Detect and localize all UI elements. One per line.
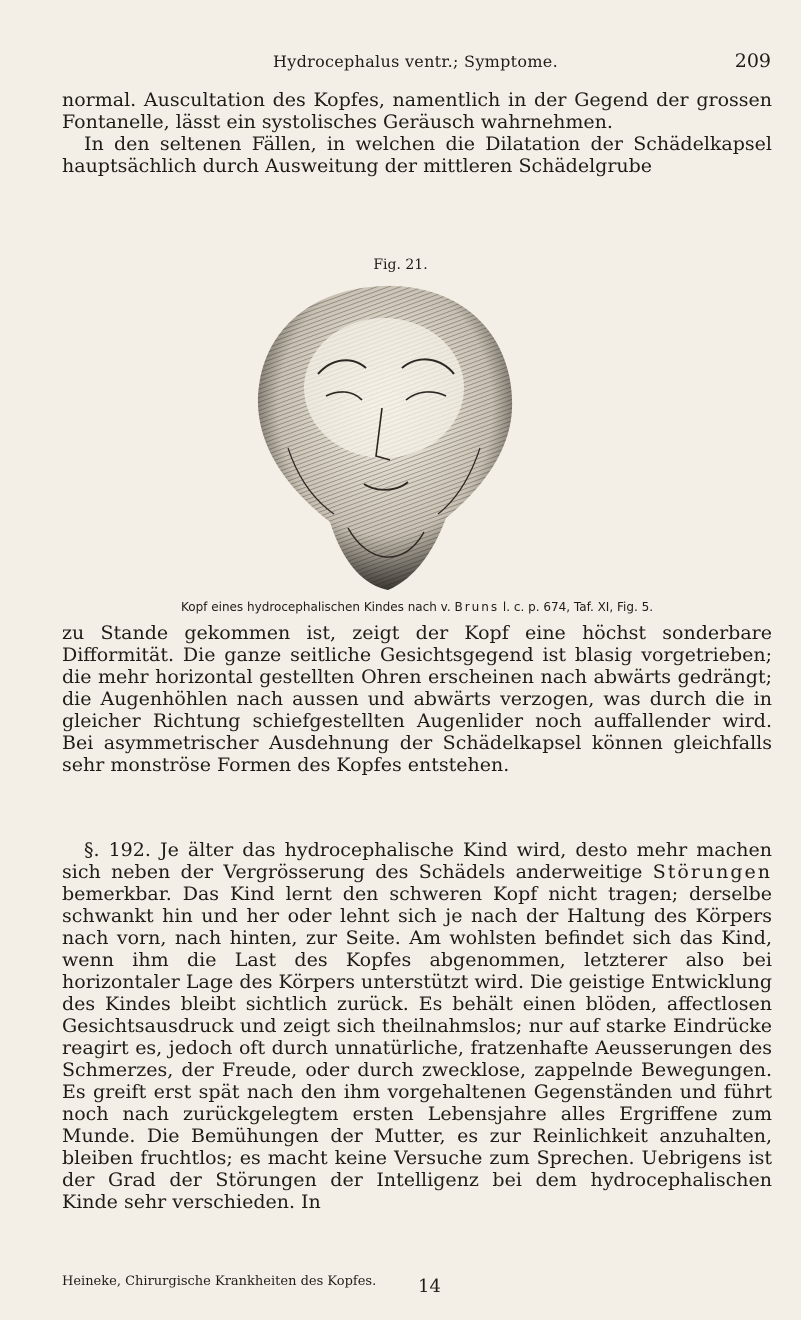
page-footer [62,1274,772,1298]
emphasis-stoerungen: Störungen [652,861,772,883]
hydrocephalic-head-illustration [248,278,520,600]
printer-signature: Heineke, Chirurgische Krankheiten des Kopfes. [62,1274,377,1289]
paragraph-4 [62,839,772,1213]
running-title: Hydrocephalus ventr.; Symptome. [273,52,558,71]
text-block-section-192 [62,839,772,1213]
figure-caption [62,600,772,614]
page-header [60,52,771,80]
text-block-middle [62,622,772,776]
paragraph-3: zu Stande gekommen ist, zeigt der Kopf eine höchst sonderbare Difformität. Die ganze seitliche Gesichtsgegend ist blasig vorgetrieben; die mehr horizontal gestellten Ohren erscheinen nach abwärts gedrängt; die Augenhöhlen nach aussen und abwärts verzogen, was durch die in gleicher Richtung schiefgestellten Augenlider noch auffallender wird. Bei asymmetrischer Ausdehnung der Schädelkapsel können gleichfalls sehr monströse Formen des Kopfes entstehen. [62,622,772,776]
signature-number: 14 [418,1276,441,1297]
caption-text-start: Kopf eines hydrocephalischen Kindes nach v. [180,600,455,614]
text-block-top [62,89,772,177]
paragraph-2: In den seltenen Fällen, in welchen die Dilatation der Schädelkapsel hauptsächlich durch Ausweitung der mittleren Schädelgrube [62,133,772,177]
paragraph-4-start: §. 192. Je älter das hydrocephalische Kind wird, desto mehr machen sich neben der Vergrösserung des Schädels anderweitige [62,839,772,883]
paragraph-4-rest: bemerkbar. Das Kind lernt den schweren Kopf nicht tragen; derselbe schwankt hin und her oder lehnt sich je nach der Haltung des Körpers nach vorn, nach hinten, zur Seite. Am wohlsten befindet sich das Kind, wenn ihm die Last des Kopfes abgenommen, letzterer also bei horizontaler Lage des Körpers unterstützt wird. Die geistige Entwicklung des Kindes bleibt sichtlich zurück. Es behält einen blöden, affectlosen Gesichtsausdruck und zeigt sich theilnahmslos; nur auf starke Eindrücke reagirt es, jedoch oft durch unnatürliche, fratzenhafte Aeusserungen des Schmerzes, der Freude, oder durch zwecklose, zappelnde Bewegungen. Es greift erst spät nach den ihm vorgehaltenen Gegenständen und führt noch nach zurückgelegtem ersten Lebensjahre alles Ergriffene zum Munde. Die Bemühungen der Mutter, es zur Reinlichkeit anzuhalten, bleiben fruchtlos; es macht keine Versuche zum Sprechen. Uebrigens ist der Grad der Störungen der Intelligenz bei dem hydrocephalischen Kinde sehr verschieden. In [62,883,772,1213]
caption-text-end: l. c. p. 674, Taf. XI, Fig. 5. [499,600,654,614]
caption-author: Bruns [454,600,500,614]
paragraph-1: normal. Auscultation des Kopfes, namentlich in der Gegend der grossen Fontanelle, lässt ein systolisches Geräusch wahrnehmen. [62,89,772,133]
figure-label: Fig. 21. [373,257,428,273]
page-number: 209 [734,50,771,72]
